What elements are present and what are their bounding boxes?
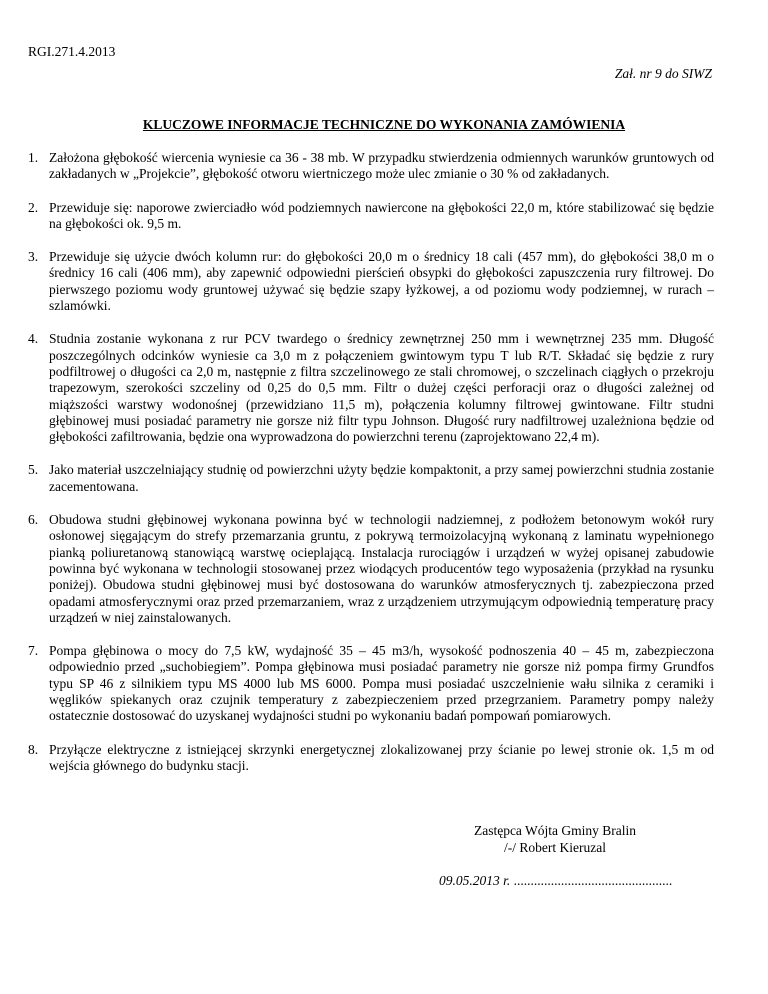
document-title: KLUCZOWE INFORMACJE TECHNICZNE DO WYKONANIA ZAMÓWIENIA	[142, 117, 626, 132]
item-text: Jako materiał uszczelniający studnię od powierzchni użyty będzie kompaktonit, a przy samej powierzchni studnia zostanie zacementowana.	[49, 462, 714, 494]
list-item	[28, 742, 714, 775]
list-item	[28, 249, 714, 314]
list-item	[28, 331, 714, 445]
item-number: 1.	[28, 150, 39, 165]
signatory-position: Zastępca Wójta Gminy Bralin	[473, 823, 637, 838]
item-text: Pompa głębinowa o mocy do 7,5 kW, wydajność 35 – 45 m3/h, wysokość podnoszenia 40 – 45 m, zabezpieczona odpowiednio przed „suchobiegiem”. Pompa głębinowa musi posiadać parametry nie gorsze niż pompa firmy Grundfos typu SP 46 z silnikiem typu MS 4000 lub MS 6000. Pompa musi posiadać uszczelnienie wału silnika z ceramiki i węglików spiekanych oraz czujnik temperatury z zabezpieczeniem przed przegrzaniem. Parametry pompy należy ostatecznie dostosować do uzyskanej wydajności studni po wykonaniu badań pompowań pomiarowych.	[49, 643, 714, 724]
signatory-name: /-/ Robert Kieruzal	[504, 840, 606, 855]
document-date: 09.05.2013 r.	[439, 873, 511, 888]
item-number: 2.	[28, 199, 39, 215]
list-item	[28, 200, 714, 233]
item-number: 3.	[28, 249, 39, 265]
list-item	[28, 643, 714, 724]
item-text: Przyłącze elektryczne z istniejącej skrzynki energetycznej zlokalizowanej przy ścianie po lewej stronie ok. 1,5 m od wejścia głównego do budynku stacji.	[49, 741, 714, 773]
signature-block	[440, 822, 670, 856]
date-signature-line	[439, 873, 672, 889]
signature-dots: ...............................................	[513, 873, 673, 888]
list-item	[28, 512, 714, 626]
item-number: 5.	[28, 462, 39, 478]
list-item	[28, 150, 714, 183]
item-number: 8.	[28, 741, 39, 757]
attachment-label: Zał. nr 9 do SIWZ	[614, 66, 712, 81]
item-text: Przewiduje się: naporowe zwierciadło wód podziemnych nawiercone na głębokości 22,0 m, które stabilizować się będzie na głębokości ok. 9,5 m.	[49, 199, 714, 231]
requirements-list	[28, 150, 714, 791]
item-text: Założona głębokość wiercenia wyniesie ca 36 - 38 mb. W przypadku stwierdzenia odmiennych warunków gruntowych od zakładanych w „Projekcie”, głębokość otworu wiertniczego może ulec zmianie o 30 % od zakładanych.	[49, 150, 714, 182]
item-text: Studnia zostanie wykonana z rur PCV twardego o średnicy zewnętrznej 250 mm i wewnętrznej 235 mm. Długość poszczególnych odcinków wyniesie ca 3,0 m z połączeniem gwintowym typu T lub R/T. Składać się będzie z rury podfiltrowej o długości ca 2,0 m, następnie z filtra szczelinowego ze stali chromowej, o szczelinach ciągłych o przekroju trapezowym, szerokości szczeliny od 0,25 do 0,5 mm. Filtr o dużej części perforacji oraz o długości zależnej od miąższości warstwy wodonośnej (przewidziano 11,5 m), połączenia kolumny filtrowej gwintowane. Filtr studni głębinowej musi posiadać parametry nie gorsze niż filtr typu Johnson. Długość rury nadfiltrowej uzależniona będzie od głębokości zafiltrowania, będzie ona wyprowadzona do powierzchni terenu (zaprojektowano 22,4 m).	[49, 331, 714, 445]
item-number: 7.	[28, 643, 39, 659]
item-text: Przewiduje się użycie dwóch kolumn rur: do głębokości 20,0 m o średnicy 18 cali (457 mm), do głębokości 38,0 m o średnicy 16 cali (406 mm), aby zapewnić odpowiedni pierścień obsypki do głębokości zapuszczenia rury filtrowej. Do pierwszego poziomu wody gruntowej używać się będzie szapy łyżkowej, a od poziomu wody podziemnej, w rurach – szlamówki.	[49, 249, 714, 314]
item-number: 4.	[28, 331, 39, 347]
item-text: Obudowa studni głębinowej wykonana powinna być w technologii nadziemnej, z podłożem betonowym wokół rury osłonowej sięgającym do strefy przemarzania gruntu, z pokrywą termoizolacyjną wykonaną z laminatu wypełnionego pianką poliuretanową stanowiącą warstwę ocieplającą. Instalacja rurociągów i urządzeń w wyżej opisanej zabudowie powinna być wykonana w technologii stosowanej przez wiodących producentów tego wyposażenia (przykład na rysunku poniżej). Obudowa studni głębinowej musi być dostosowana do warunków atmosferycznych tj. zabezpieczona przed opadami atmosferycznymi oraz przed przemarzaniem, wraz z urządzeniem utrzymującym odpowiednią temperaturę pracy urządzeń w niej zainstalowanych.	[49, 512, 714, 625]
document-reference: RGI.271.4.2013	[28, 44, 116, 59]
list-item	[28, 462, 714, 495]
item-number: 6.	[28, 512, 39, 528]
